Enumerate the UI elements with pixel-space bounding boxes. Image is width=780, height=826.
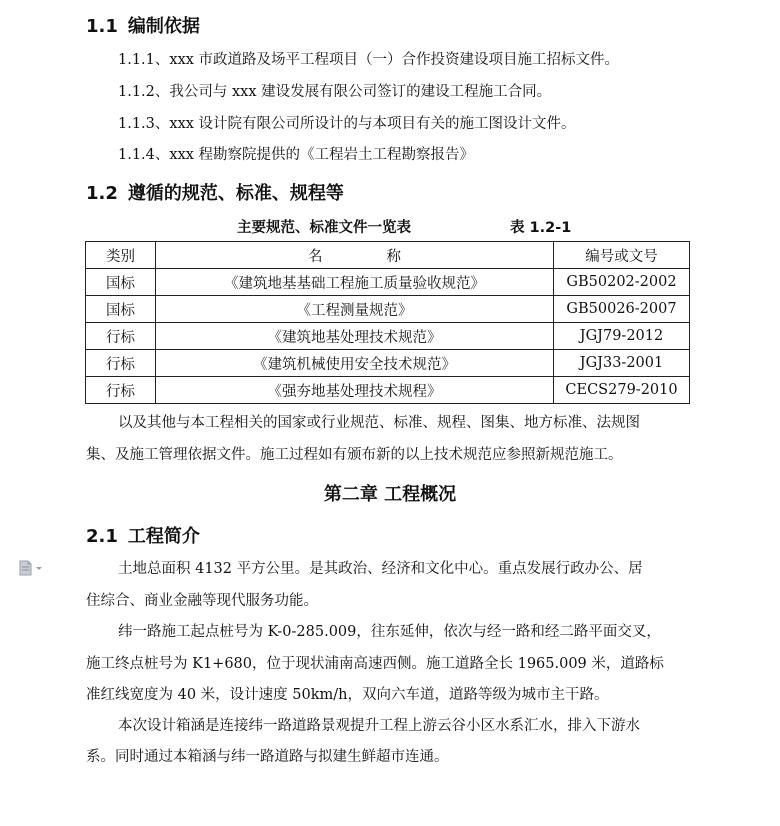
- paragraph-line: 集、及施工管理依据文件。施工过程如有颁布新的以上技术规范应参照新规范施工。: [86, 447, 623, 463]
- paragraph-line: 纬一路施工起点桩号为 K-0-285.009，往东延伸，依次与经一路和经二路平面交叉，: [118, 624, 661, 640]
- table-row: [86, 269, 690, 296]
- cell-code: JGJ33-2001: [554, 350, 690, 377]
- section-title: 工程简介: [127, 526, 200, 547]
- header-name-part: 称: [386, 248, 401, 265]
- cell-name: 《强夯地基处理技术规程》: [156, 377, 554, 404]
- cell-code: JGJ79-2012: [554, 323, 690, 350]
- basis-item: 1.1.4、xxx 程勘察院提供的《工程岩土工程勘察报告》: [118, 147, 475, 163]
- table-row: [86, 296, 690, 323]
- paragraph-line: 准红线宽度为 40 米，设计速度 50km/h，双向六车道，道路等级为城市主干路。: [86, 687, 609, 703]
- cell-code: GB50026-2007: [554, 296, 690, 323]
- cell-name: 《建筑机械使用安全技术规范》: [156, 350, 554, 377]
- cell-code: CECS279-2010: [554, 377, 690, 404]
- cell-name: 《工程测量规范》: [156, 296, 554, 323]
- section-heading-1-2: [86, 179, 344, 205]
- section-number: 2.1: [86, 526, 118, 547]
- basis-item: 1.1.3、xxx 设计院有限公司所设计的与本项目有关的施工图设计文件。: [118, 116, 576, 132]
- cell-category: 行标: [86, 323, 156, 350]
- paragraph-line: 本次设计箱涵是连接纬一路道路景观提升工程上游云谷小区水系汇水，排入下游水: [118, 718, 640, 734]
- section-title: 遵循的规范、标准、规程等: [127, 183, 344, 204]
- cell-name: 《建筑地基处理技术规范》: [156, 323, 554, 350]
- header-name-part: 名: [308, 248, 323, 265]
- section-number: 1.1: [86, 16, 118, 37]
- table-number: 表 1.2-1: [510, 220, 572, 236]
- table-row: [86, 323, 690, 350]
- section-number: 1.2: [86, 183, 118, 204]
- paragraph-line: 以及其他与本工程相关的国家或行业规范、标准、规程、图集、地方标准、法规图: [118, 415, 640, 431]
- table-row: [86, 377, 690, 404]
- section-heading-1-1: [86, 12, 200, 38]
- cell-category: 国标: [86, 269, 156, 296]
- cell-code: GB50202-2002: [554, 269, 690, 296]
- cell-category: 行标: [86, 350, 156, 377]
- cell-name: 《建筑地基基础工程施工质量验收规范》: [156, 269, 554, 296]
- document-icon[interactable]: [18, 560, 46, 576]
- basis-item: 1.1.1、xxx 市政道路及场平工程项目（一）合作投资建设项目施工招标文件。: [118, 52, 620, 68]
- section-heading-2-1: [86, 522, 200, 548]
- table-row: [86, 350, 690, 377]
- paragraph-line: 施工终点桩号为 K1+680，位于现状浦南高速西侧。施工道路全长 1965.009 米，道路标: [86, 656, 664, 672]
- paragraph-line: 系。同时通过本箱涵与纬一路道路与拟建生鲜超市连通。: [86, 749, 449, 765]
- header-name: [156, 242, 554, 269]
- section-title: 编制依据: [127, 16, 200, 37]
- header-category: 类别: [86, 242, 156, 269]
- basis-item: 1.1.2、我公司与 xxx 建设发展有限公司签订的建设工程施工合同。: [118, 84, 552, 100]
- cell-category: 行标: [86, 377, 156, 404]
- table-caption: 主要规范、标准文件一览表: [237, 220, 411, 236]
- table-header-row: [86, 242, 690, 269]
- paragraph-line: 土地总面积 4132 平方公里。是其政治、经济和文化中心。重点发展行政办公、居: [118, 561, 643, 577]
- cell-category: 国标: [86, 296, 156, 323]
- paragraph-line: 住综合、商业金融等现代服务功能。: [86, 593, 318, 609]
- header-code: 编号或文号: [554, 242, 690, 269]
- chapter-title: 第二章 工程概况: [323, 484, 457, 505]
- standards-table: [85, 241, 690, 404]
